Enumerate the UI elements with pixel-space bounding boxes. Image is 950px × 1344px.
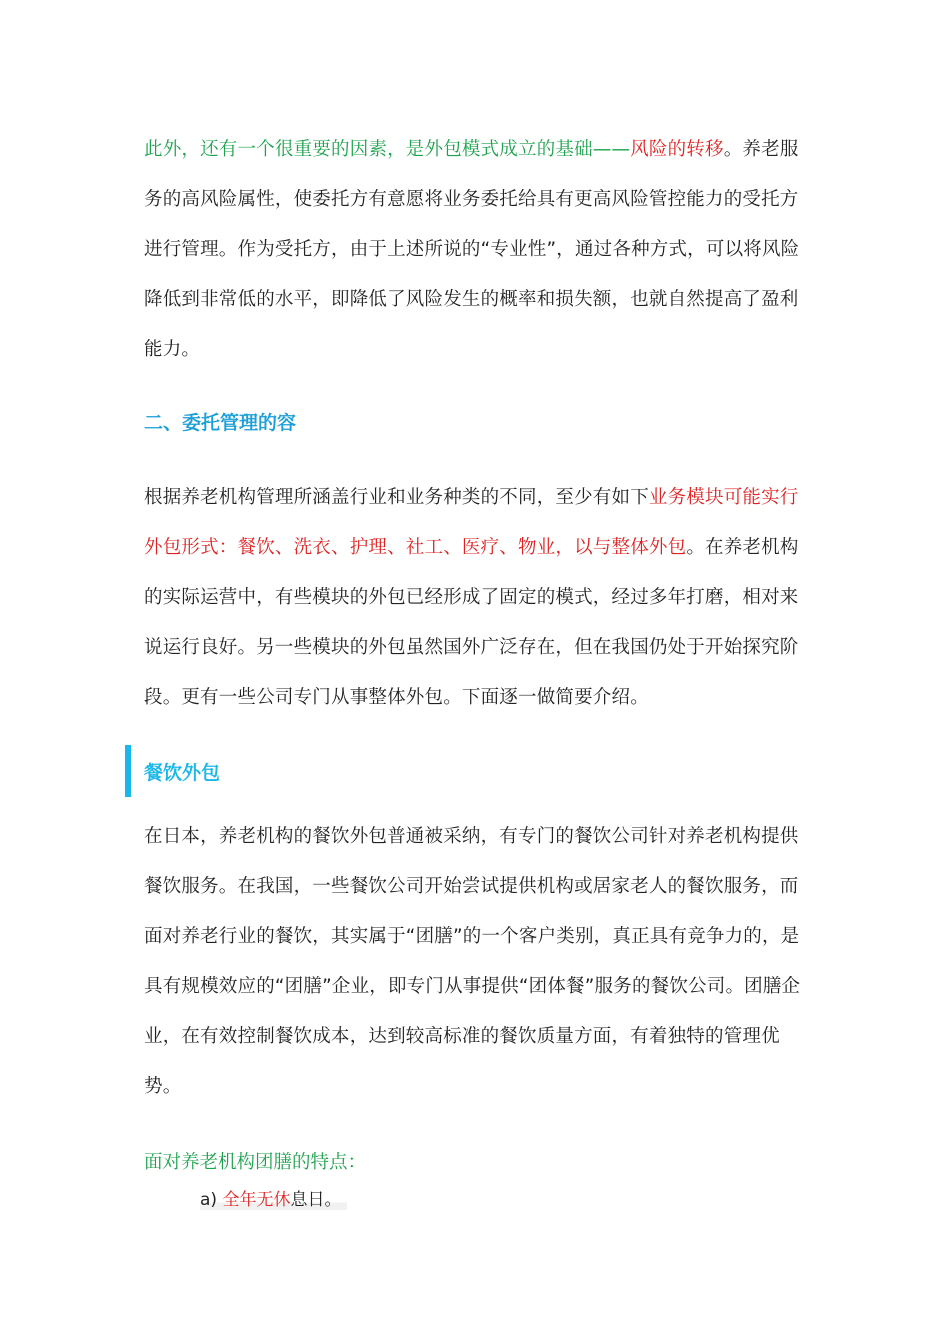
section-heading-entrusted-management: 二、委托管理的容 bbox=[144, 412, 297, 434]
paragraph-body: 。养老服务的高风险属性，使委托方有意愿将业务委托给具有更高风险管控能力的受托方进行管理。作为受托方，由于上述所说的“专业性”，通过各种方式，可以将风险降低到非常低的水平，即降低了风险发生的概率和损失额，也就自然提高了盈利能力。 bbox=[144, 139, 800, 360]
features-title: 面对养老机构团膳的特点： bbox=[144, 1152, 367, 1173]
paragraph-catering: 在日本，养老机构的餐饮外包普通被采纳，有专门的餐饮公司针对养老机构提供餐饮服务。在我国，一些餐饮公司开始尝试提供机构或居家老人的餐饮服务，而面对养老行业的餐饮，其实属于“团膳”的一个客户类别，真正具有竞争力的，是具有规模效应的“团膳”企业，即专门从事提供“团体餐”服务的餐饮公司。团膳企业，在有效控制餐饮成本，达到较高标准的餐饮质量方面，有着独特的管理优势。 bbox=[144, 826, 801, 1097]
paragraph-intro-green: 此外，还有一个很重要的因素，是外包模式成立的基础—— bbox=[144, 139, 631, 160]
paragraph-outsourcing-modules bbox=[144, 473, 812, 723]
list-marker: a) bbox=[200, 1190, 218, 1210]
paragraph-risk-transfer bbox=[144, 125, 812, 375]
list-item bbox=[200, 1185, 347, 1210]
section-title-catering: 餐饮外包 bbox=[144, 762, 221, 784]
paragraph-body: 。在养老机构的实际运营中，有些模块的外包已经形成了固定的模式，经过多年打磨，相对来说运行良好。另一些模块的外包虽然国外广泛存在，但在我国仍处于开始探究阶段。更有一些公司专门从事整体外包。下面逐一做简要介绍。 bbox=[144, 537, 799, 708]
highlight-modules: 业务模块可能实行外包形式：餐饮、洗衣、护理、社工、医疗、物业，以与整体外包 bbox=[144, 487, 799, 558]
list-item-text: 息日。 bbox=[290, 1190, 342, 1210]
highlight-risk-transfer: 风险的转移 bbox=[630, 139, 724, 160]
paragraph-intro: 根据养老机构管理所涵盖行业和业务种类的不同，至少有如下 bbox=[144, 487, 649, 508]
highlight-year-round: 全年无休 bbox=[222, 1190, 291, 1210]
section-accent-bar bbox=[125, 745, 131, 797]
